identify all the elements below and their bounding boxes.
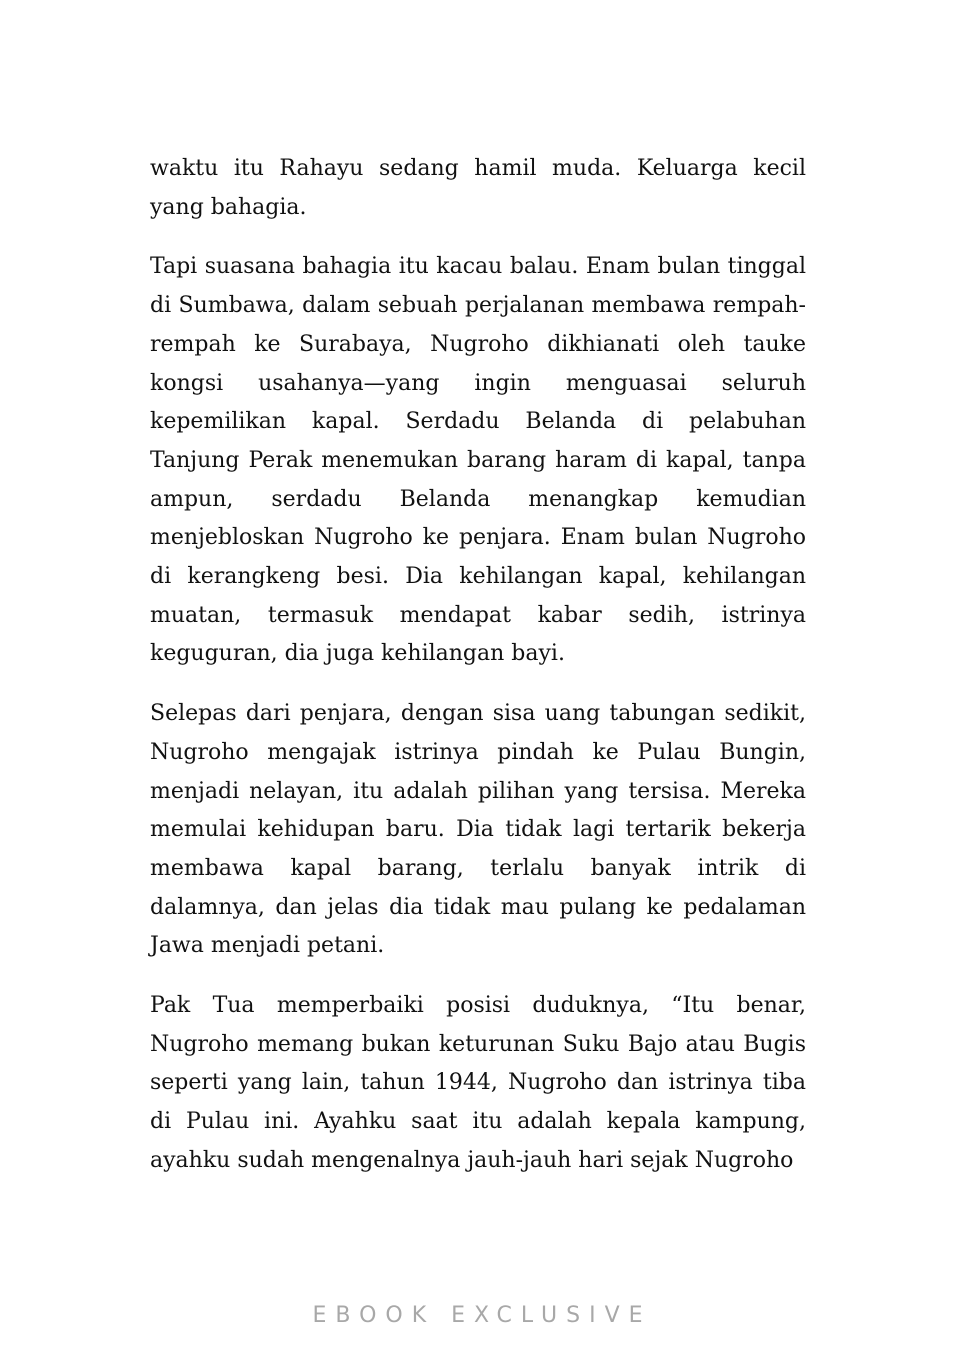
paragraph-2: Tapi suasana bahagia itu kacau balau. Enam bulan tinggal di Sumbawa, dalam sebuah perjalanan membawa rempah-rempah ke Surabaya, Nugroho dikhianati oleh tauke kongsi usahanya—yang ingin menguasai seluruh kepemilikan kapal. Serdadu Belanda di pelabuhan Tanjung Perak menemukan barang haram di kapal, tanpa ampun, serdadu Belanda menangkap kemudian menjebloskan Nugroho ke penjara. Enam bulan Nugroho di kerangkeng besi. Dia kehilangan kapal, kehilangan muatan, termasuk mendapat kabar sedih, istrinya keguguran, dia juga kehilangan bayi.: [150, 254, 806, 667]
body-text: [150, 150, 806, 1202]
ebook-exclusive-footer: EBOOK EXCLUSIVE: [312, 1303, 652, 1328]
paragraph-4: Pak Tua memperbaiki posisi duduknya, “Itu benar, Nugroho memang bukan keturunan Suku Bajo atau Bugis seperti yang lain, tahun 1944, Nugroho dan istrinya tiba di Pulau ini. Ayahku saat itu adalah kepala kampung, ayahku sudah mengenalnya jauh-jauh hari sejak Nugroho: [150, 993, 806, 1173]
paragraph-3: Selepas dari penjara, dengan sisa uang tabungan sedikit, Nugroho mengajak istrinya pindah ke Pulau Bungin, menjadi nelayan, itu adalah pilihan yang tersisa. Mereka memulai kehidupan baru. Dia tidak lagi tertarik bekerja membawa kapal barang, terlalu banyak intrik di dalamnya, dan jelas dia tidak mau pulang ke pedalaman Jawa menjadi petani.: [150, 701, 806, 959]
paragraph-1: waktu itu Rahayu sedang hamil muda. Keluarga kecil yang bahagia.: [150, 156, 806, 220]
